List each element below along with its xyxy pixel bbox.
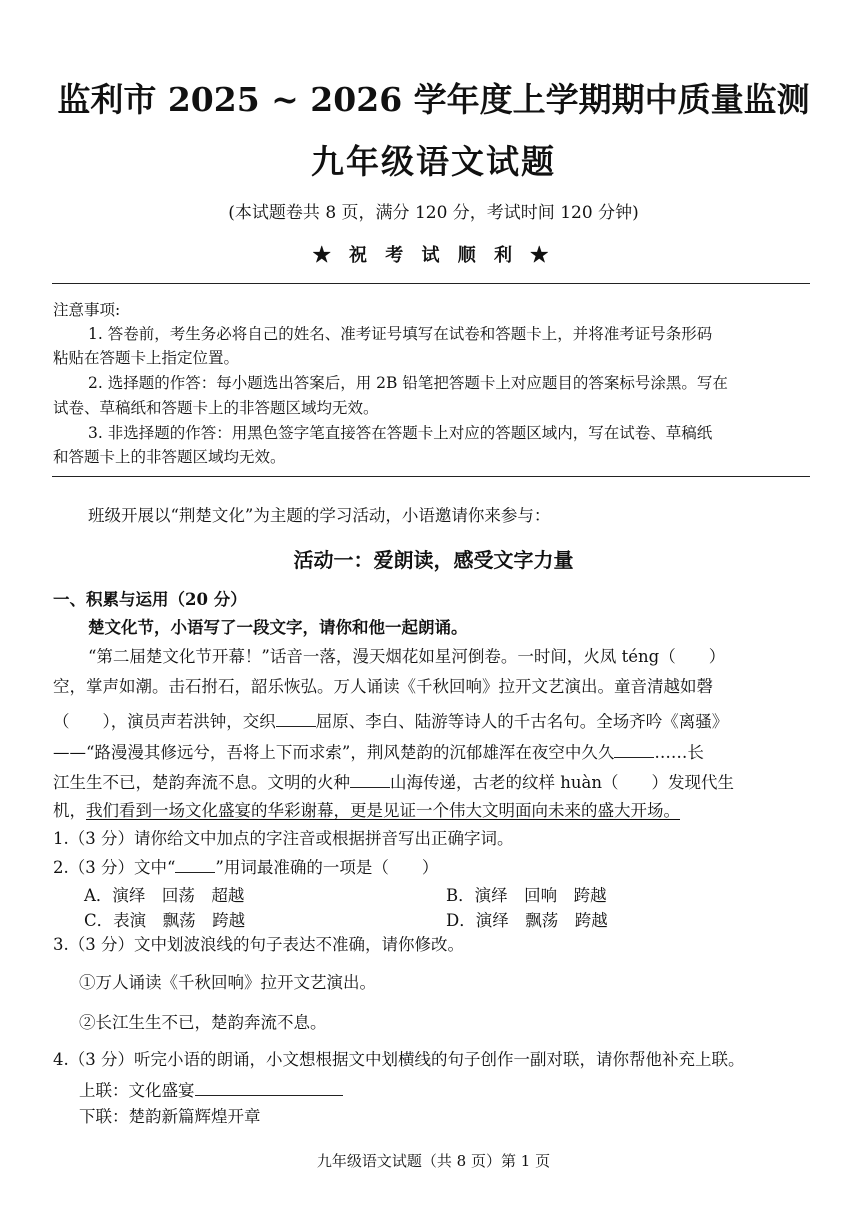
notice-line-1: 1. 答卷前，考生务必将自己的姓名、准考证号填写在试卷和答题卡上，并将准考证号条形码 bbox=[88, 325, 713, 343]
question-1: 1.（3 分）请你给文中加点的字注音或根据拼音写出正确字词。 bbox=[53, 829, 514, 848]
question-2-text: 2.（3 分）文中“ bbox=[53, 858, 176, 877]
question-3-item-2: ②长江生生不已，楚韵奔流不息。 bbox=[79, 1013, 327, 1032]
passage-line-2 bbox=[53, 676, 713, 698]
passage-text: 屈原、李白、陆游等诗人的千古名句。全场齐吟《离骚》 bbox=[315, 712, 729, 731]
couplet-lower: 下联：楚韵新篇辉煌开章 bbox=[79, 1107, 261, 1126]
notice-line-2: 粘贴在答题卡上指定位置。 bbox=[53, 349, 240, 367]
passage-text: 空，掌声如潮。击石拊石，韶乐恢弘。万人诵读《千秋回响》拉开文艺演出。童音清越如磬 bbox=[53, 677, 713, 696]
couplet-upper-text: 上联：文化盛宴 bbox=[79, 1081, 195, 1100]
passage-line-1: “第二届楚文化节开幕！”话音一落，漫天烟花如星河倒卷。一时间，火凤 téng（ ） bbox=[88, 647, 726, 666]
divider-bottom bbox=[52, 476, 810, 477]
question-3: 3.（3 分）文中划波浪线的句子表达不准确，请你修改。 bbox=[53, 935, 464, 954]
option-c: C．表演 飘荡 跨越 bbox=[84, 911, 246, 930]
exam-title: 监利市 2025 ~ 2026 学年度上学期期中质量监测 bbox=[57, 80, 810, 119]
passage-text: 江生生不已，楚韵奔流不息。文明的火种 bbox=[53, 773, 350, 792]
option-b: B．演绎 回响 跨越 bbox=[446, 886, 607, 905]
passage-text: 山海传递，古老的纹样 huàn（ ）发现代生 bbox=[390, 773, 734, 792]
option-d: D．演绎 飘荡 跨越 bbox=[446, 911, 608, 930]
fill-blank bbox=[175, 856, 215, 873]
exam-subject: 九年级语文试题 bbox=[311, 142, 556, 181]
page-footer: 九年级语文试题（共 8 页）第 1 页 bbox=[316, 1152, 551, 1170]
intro-text: 班级开展以“荆楚文化”为主题的学习活动，小语邀请你来参与： bbox=[88, 506, 551, 525]
fill-blank bbox=[614, 741, 654, 758]
notice-line-4: 试卷、草稿纸和答题卡上的非答题区域均无效。 bbox=[53, 399, 379, 417]
fill-blank bbox=[276, 710, 316, 727]
question-4: 4.（3 分）听完小语的朗诵，小文想根据文中划横线的句子创作一副对联，请你帮他补充上联。 bbox=[53, 1050, 745, 1069]
passage-line-4 bbox=[53, 741, 704, 764]
option-a: A．演绎 回荡 超越 bbox=[84, 886, 245, 905]
activity-heading: 活动一：爱朗读，感受文字力量 bbox=[293, 548, 574, 572]
passage-line-5 bbox=[53, 771, 734, 794]
passage-text: ……长 bbox=[654, 743, 704, 762]
notice-heading: 注意事项: bbox=[53, 301, 121, 319]
question-2 bbox=[53, 856, 438, 879]
underlined-sentence: 我们看到一场文化盛宴的华彩谢幕，更是见证一个伟大文明面向未来的盛大开场。 bbox=[86, 801, 680, 820]
notice-line-6: 和答题卡上的非答题区域均无效。 bbox=[53, 448, 286, 466]
exam-info: (本试题卷共 8 页，满分 120 分，考试时间 120 分钟) bbox=[228, 203, 639, 223]
couplet-upper bbox=[79, 1077, 343, 1102]
answer-blank bbox=[195, 1077, 343, 1096]
passage-line-6 bbox=[53, 800, 680, 822]
notice-line-5: 3. 非选择题的作答：用黑色签字笔直接答在答题卡上对应的答题区域内，写在试卷、草稿纸 bbox=[88, 424, 713, 442]
passage-text: 机， bbox=[53, 801, 86, 820]
section-lead: 楚文化节，小语写了一段文字，请你和他一起朗诵。 bbox=[88, 618, 468, 637]
passage-text: ——“路漫漫其修远兮，吾将上下而求索”，荆风楚韵的沉郁雄浑在夜空中久久 bbox=[53, 743, 615, 762]
question-3-item-1: ①万人诵读《千秋回响》拉开文艺演出。 bbox=[79, 973, 376, 992]
section-heading: 一、积累与运用（20 分） bbox=[53, 590, 247, 609]
fill-blank bbox=[350, 771, 390, 788]
notice-line-3: 2. 选择题的作答：每小题选出答案后，用 2B 铅笔把答题卡上对应题目的答案标号涂黑。写在 bbox=[88, 374, 728, 392]
passage-line-3 bbox=[53, 710, 728, 733]
divider-top bbox=[52, 283, 810, 284]
question-2-text: ”用词最准确的一项是（ ） bbox=[215, 858, 439, 877]
passage-text: （ ），演员声若洪钟，交织 bbox=[53, 712, 276, 731]
good-luck-banner: ★ 祝 考 试 顺 利 ★ bbox=[312, 245, 555, 266]
